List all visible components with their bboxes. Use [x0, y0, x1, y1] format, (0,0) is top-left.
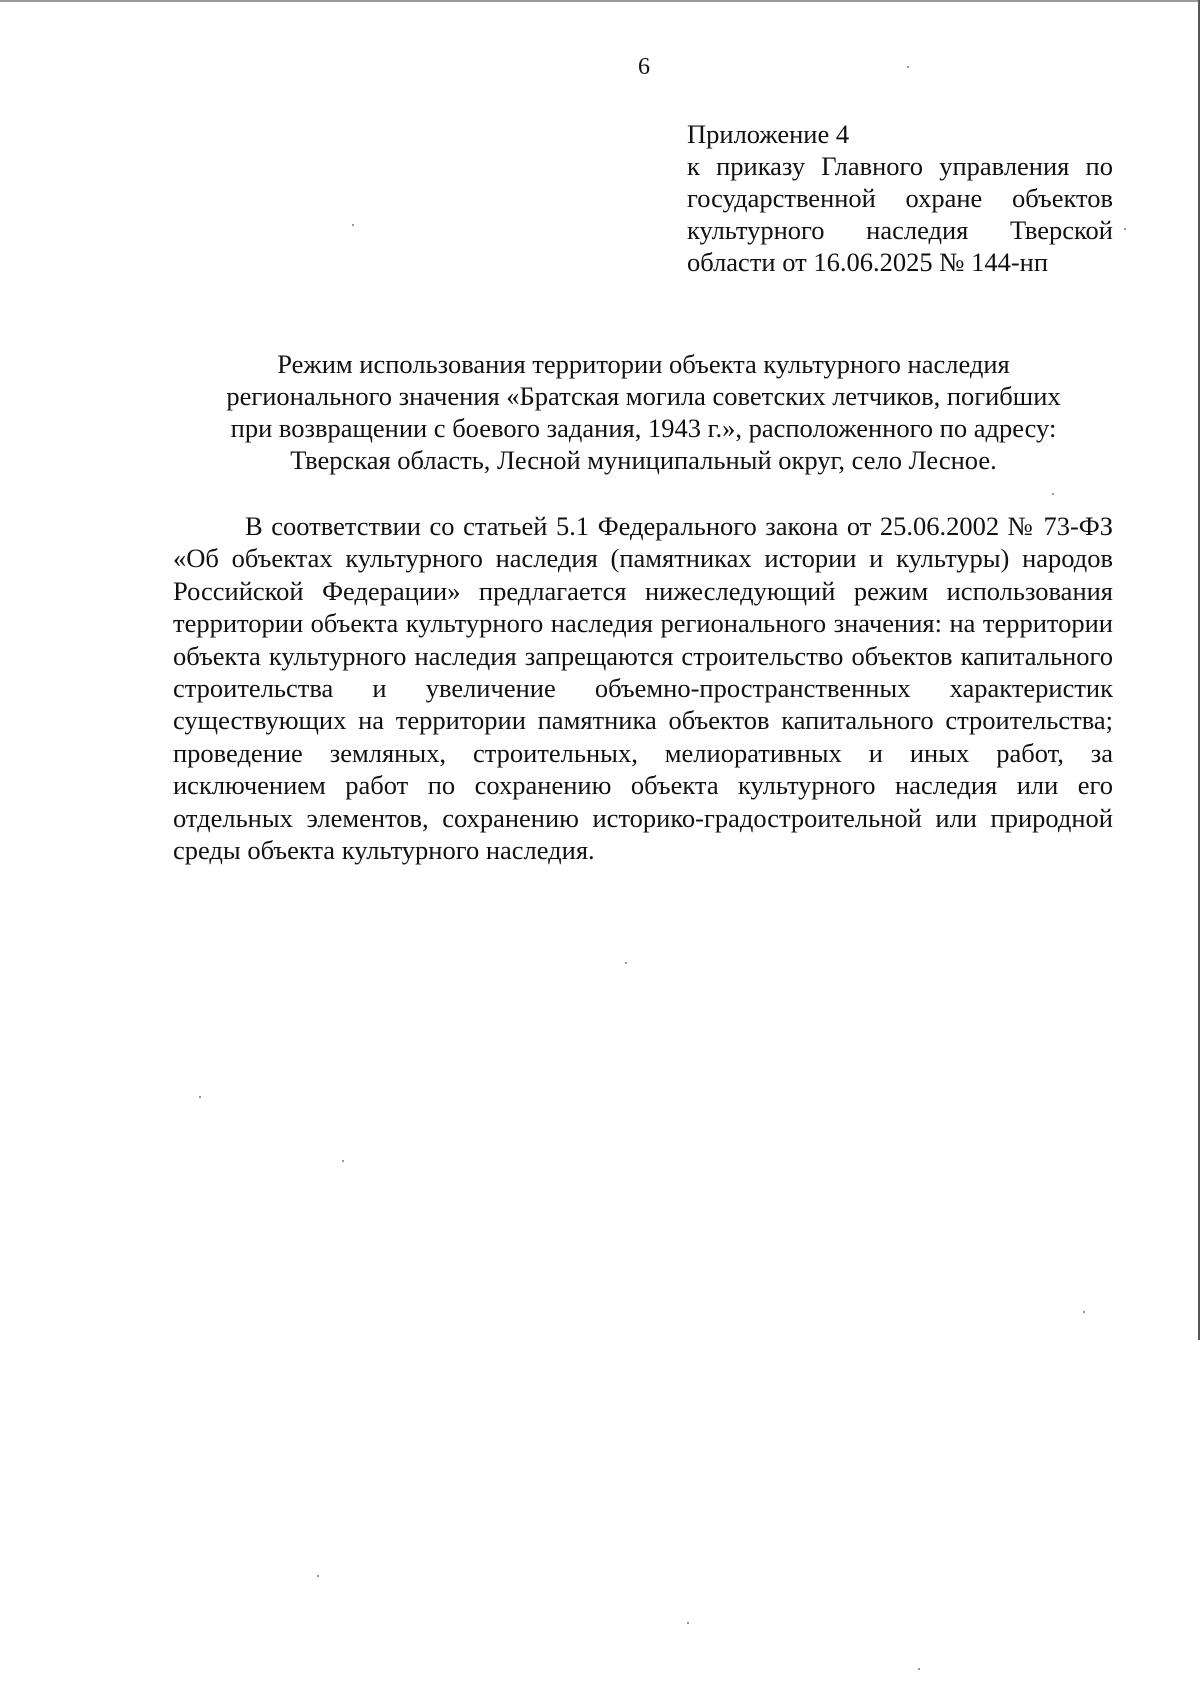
scan-speck	[317, 1575, 319, 1577]
scan-speck	[1124, 228, 1126, 230]
scan-speck	[625, 962, 627, 964]
page-number: 6	[638, 54, 650, 80]
body-paragraph: В соответствии со статьей 5.1 Федерального закона от 25.06.2002 № 73-ФЗ «Об объектах культурного наследия (памятниках истории и культуры) народов Российской Федерации» предлагается нижеследующий режим использования территории объекта культурного наследия регионального значения: на территории объекта культурного наследия запрещаются строительство объектов капитального строительства и увеличение объемно-пространственных характеристик существующих на территории памятника объектов капитального строительства; проведение земляных, строительных, мелиоративных и иных работ, за исключением работ по сохранению объекта культурного наследия или его отдельных элементов, сохранению историко-градостроительной или природной среды объекта культурного наследия.	[173, 511, 1113, 866]
scan-speck	[918, 1668, 920, 1670]
scan-speck	[352, 224, 354, 226]
title-line: Режим использования территории объекта культурного наследия	[277, 349, 1010, 379]
title-line: Тверская область, Лесной муниципальный округ, село Лесное.	[290, 445, 997, 475]
title-line: регионального значения «Братская могила советских летчиков, погибших	[226, 381, 1061, 411]
appendix-reference: к приказу Главного управления по государственной охране объектов культурного наследия Тверской области от 16.06.2025 № 144-нп	[687, 151, 1113, 277]
appendix-heading: Приложение 4	[687, 119, 850, 149]
scan-speck	[1083, 1311, 1085, 1313]
scan-speck	[1052, 493, 1054, 495]
scan-speck	[687, 1622, 689, 1624]
appendix-block	[687, 118, 1113, 278]
document-title	[160, 348, 1127, 476]
scan-speck	[199, 1096, 201, 1098]
scan-speck	[907, 66, 909, 68]
title-line: при возвращении с боевого задания, 1943 г.», расположенного по адресу:	[230, 413, 1057, 443]
scan-edge-top	[0, 0, 1200, 2]
scan-speck	[342, 1160, 344, 1162]
